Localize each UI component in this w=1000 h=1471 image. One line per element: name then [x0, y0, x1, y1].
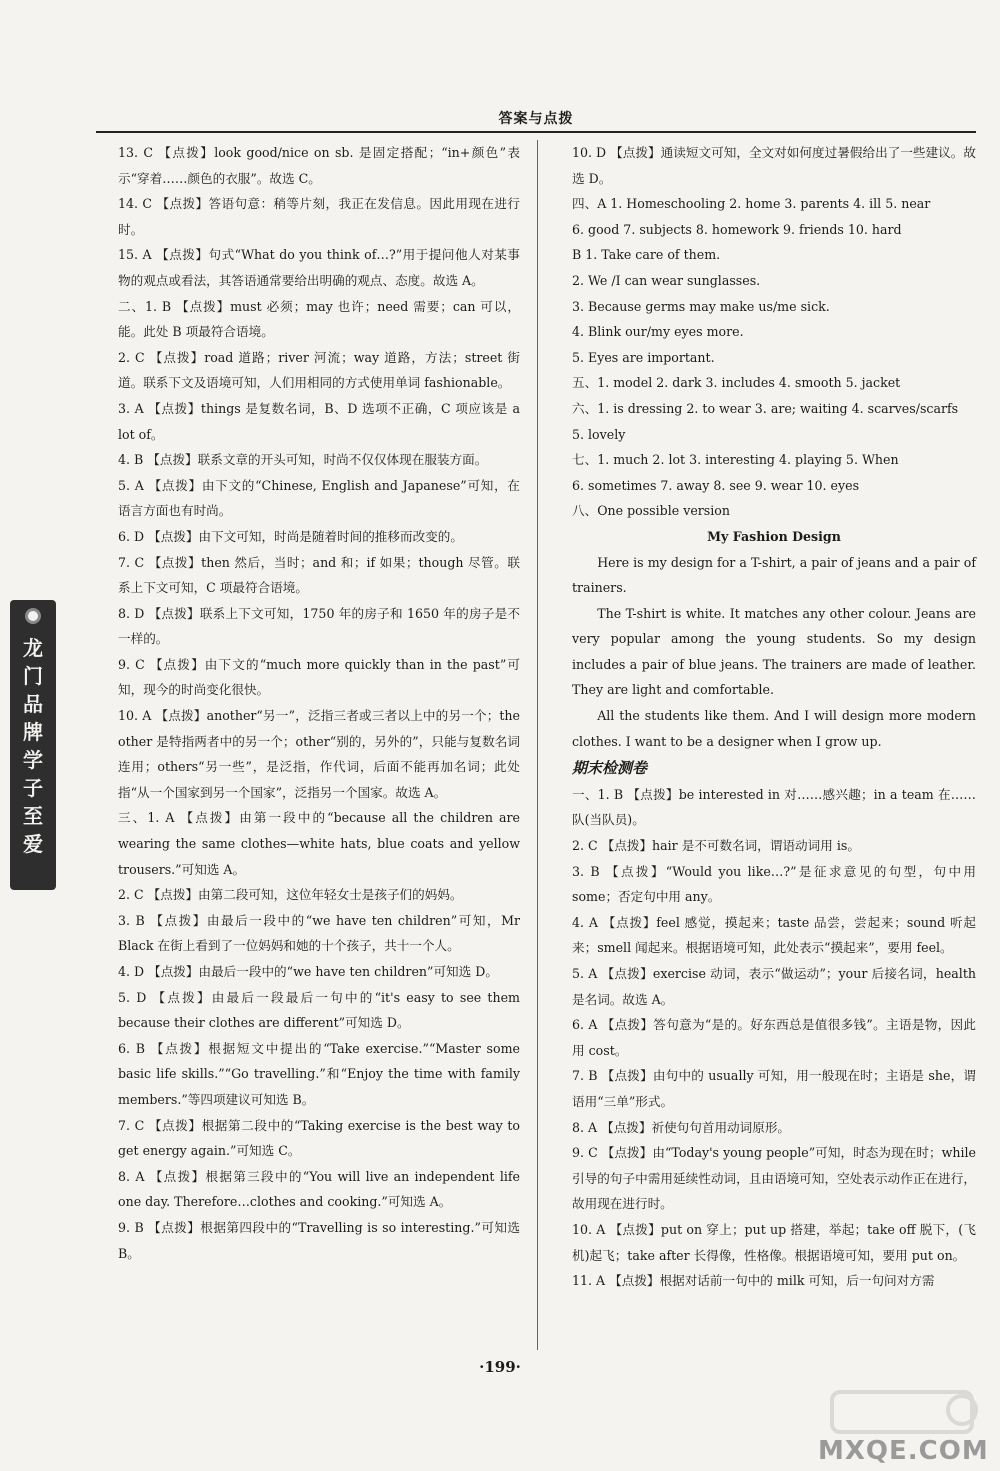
tab-circle-icon: [25, 608, 41, 624]
answer-entry: 8. A 【点拨】根据第三段中的“You will live an independent life one day. Therefore…clothes and cooking.”可知选 A。: [118, 1168, 520, 1210]
answer-entry: 4. A 【点拨】feel 感觉，摸起来；taste 品尝，尝起来；sound 听起来；smell 闻起来。根据语境可知，此处表示“摸起来”，要用 feel。: [572, 914, 976, 956]
answer-entry: 2. C 【点拨】由第二段可知，这位年轻女士是孩子们的妈妈。: [118, 887, 463, 903]
answer-entry: 七、1. much 2. lot 3. interesting 4. playing 5. When: [572, 452, 899, 468]
answer-entry: 2. C 【点拨】hair 是不可数名词，谓语动词用 is。: [572, 838, 860, 854]
answer-entry: 11. A 【点拨】根据对话前一句中的 milk 可知，后一句问对方需: [572, 1273, 935, 1289]
answer-entry: 4. D 【点拨】由最后一段中的“we have ten children”可知选 D。: [118, 964, 498, 979]
answer-entry: 5. A 【点拨】由下文的“Chinese, English and Japanese”可知，在语言方面也有时尚。: [118, 477, 520, 519]
answer-entry: 5. lovely: [572, 426, 626, 442]
side-brand-text: 龙 门 品 牌 学 子 至 爱: [23, 636, 43, 856]
answer-entry: 8. D 【点拨】联系上下文可知，1750 年的房子和 1650 年的房子是不一样的。: [118, 605, 520, 647]
page-header: 答案与点拨: [498, 111, 574, 127]
answer-entry: 3. B 【点拨】“Would you like…?”是征求意见的句型，句中用 some；否定句中用 any。: [572, 863, 976, 905]
essay-paragraph: Here is my design for a T-shirt, a pair of jeans and a pair of trainers.: [572, 554, 976, 596]
answer-entry: 五、1. model 2. dark 3. includes 4. smooth 5. jacket: [572, 375, 901, 391]
right-top-answers: [572, 140, 976, 524]
answer-entry: 10. D 【点拨】通读短文可知，全文对如何度过暑假给出了一些建议。故选 D。: [572, 145, 976, 186]
answer-entry: 2. C 【点拨】road 道路；river 河流；way 道路，方法；street 街道。联系下文及语境可知，人们用相同的方式使用单词 fashionable。: [118, 349, 520, 391]
answer-entry: 6. good 7. subjects 8. homework 9. friends 10. hard: [572, 221, 902, 237]
answer-entry: 6. sometimes 7. away 8. see 9. wear 10. eyes: [572, 477, 860, 493]
answer-entry: 15. A 【点拨】句式“What do you think of…?”用于提问他人对某事物的观点或看法，其答语通常要给出明确的观点、态度。故选 A。: [118, 247, 520, 288]
answer-entry: 6. B 【点拨】根据短文中提出的“Take exercise.”“Master some basic life skills.”“Go travelling.”和“Enjoy the time with family members.”等四项建议可知选 B。: [118, 1040, 520, 1107]
essay-body: [572, 550, 976, 755]
section-title: 期末检测卷: [572, 759, 648, 778]
answer-entry: 5. A 【点拨】exercise 动词，表示“做运动”；your 后接名词，health 是名词。故选 A。: [572, 966, 976, 1007]
answer-entry: 3. Because germs may make us/me sick.: [572, 298, 830, 314]
left-column: [118, 140, 520, 1266]
answer-entry: 6. A 【点拨】答句意为“是的。好东西总是值很多钱”。主语是物，因此用 cost。: [572, 1017, 976, 1058]
answer-entry: 9. C 【点拨】由下文的“much more quickly than in the past”可知，现今的时尚变化很快。: [118, 656, 520, 698]
answer-entry: 9. C 【点拨】由“Today's young people”可知，时态为现在时；while 引导的句子中需用延续性动词，且由语境可知，空处表示动作正在进行，故用现在进行时。: [572, 1145, 976, 1212]
answer-entry: 3. A 【点拨】things 是复数名词，B、D 选项不正确，C 项应该是 a lot of。: [118, 400, 520, 442]
essay-title: My Fashion Design: [707, 528, 841, 544]
answer-entry: 六、1. is dressing 2. to wear 3. are; waiting 4. scarves/scarfs: [572, 400, 959, 416]
right-column: [572, 140, 976, 1294]
answer-entry: B 1. Take care of them.: [572, 247, 721, 263]
header-rule: [96, 131, 976, 133]
answer-entry: 三、1. A 【点拨】由第一段中的“because all the children are wearing the same clothes—white hats, blue coats and yellow trousers.”可知选 A。: [118, 810, 520, 877]
answer-entry: 7. C 【点拨】根据第二段中的“Taking exercise is the best way to get energy again.”可知选 C。: [118, 1117, 520, 1159]
answer-entry: 6. D 【点拨】由下文可知，时尚是随着时间的推移而改变的。: [118, 528, 463, 544]
answer-entry: 10. A 【点拨】another“另一”，泛指三者或三者以上中的另一个；the other 是特指两者中的另一个；other“别的，另外的”，只能与复数名词连用；others“另一些”，是泛指，作代词，后面不能再加名词；此处指“从一个国家到另一个国家”，泛指另一个国家。故选 A。: [118, 708, 520, 800]
column-divider: [537, 140, 538, 1350]
side-brand-tab: [10, 600, 56, 890]
answer-entry: 5. D 【点拨】由最后一段最后一句中的“it's easy to see them because their clothes are different”可知选 D。: [118, 989, 520, 1031]
answer-entry: 7. B 【点拨】由句中的 usually 可知，用一般现在时；主语是 she，谓语用“三单”形式。: [572, 1068, 976, 1109]
answer-entry: 8. A 【点拨】祈使句句首用动词原形。: [572, 1119, 791, 1135]
answer-entry: 2. We /I can wear sunglasses.: [572, 272, 761, 288]
answer-entry: 7. C 【点拨】then 然后，当时；and 和；if 如果；though 尽管。联系上下文可知，C 项最符合语境。: [118, 554, 520, 596]
answer-entry: 9. B 【点拨】根据第四段中的“Travelling is so interesting.”可知选 B。: [118, 1219, 520, 1261]
watermark-text: MXQE.COM: [818, 1436, 989, 1466]
answer-entry: 3. B 【点拨】由最后一段中的“we have ten children”可知，Mr Black 在街上看到了一位妈妈和她的十个孩子，共十一个人。: [118, 912, 520, 954]
page-number: ·199·: [479, 1358, 521, 1376]
essay-paragraph: The T-shirt is white. It matches any other colour. Jeans are very popular among the young students. So my design includes a pair of blue jeans. The trainers are made of leather. They are light and comfortable.: [572, 605, 976, 698]
right-bottom-answers: [572, 782, 976, 1294]
answer-entry: 14. C 【点拨】答语句意：稍等片刻，我正在发信息。因此用现在进行时。: [118, 196, 520, 237]
answer-entry: 二、1. B 【点拨】must 必须；may 也许；need 需要；can 可以，能。此处 B 项最符合语境。: [118, 298, 520, 340]
answer-entry: 一、1. B 【点拨】be interested in 对……感兴趣；in a team 在……队(当队员)。: [572, 786, 976, 828]
answer-entry: 13. C 【点拨】look good/nice on sb. 是固定搭配；“in+颜色”表示“穿着……颜色的衣服”。故选 C。: [118, 145, 520, 186]
answer-entry: 10. A 【点拨】put on 穿上；put up 搭建，举起；take off 脱下，(飞机)起飞；take after 长得像，性格像。根据语境可知，要用 put on。: [572, 1221, 976, 1263]
answer-entry: 5. Eyes are important.: [572, 349, 715, 365]
answer-entry: 4. B 【点拨】联系文章的开头可知，时尚不仅仅体现在服装方面。: [118, 452, 488, 468]
answer-entry: 四、A 1. Homeschooling 2. home 3. parents 4. ill 5. near: [572, 196, 931, 212]
answer-entry: 八、One possible version: [572, 503, 730, 519]
answer-entry: 4. Blink our/my eyes more.: [572, 324, 744, 340]
essay-paragraph: All the students like them. And I will design more modern clothes. I want to be a designer when I grow up.: [572, 708, 976, 749]
